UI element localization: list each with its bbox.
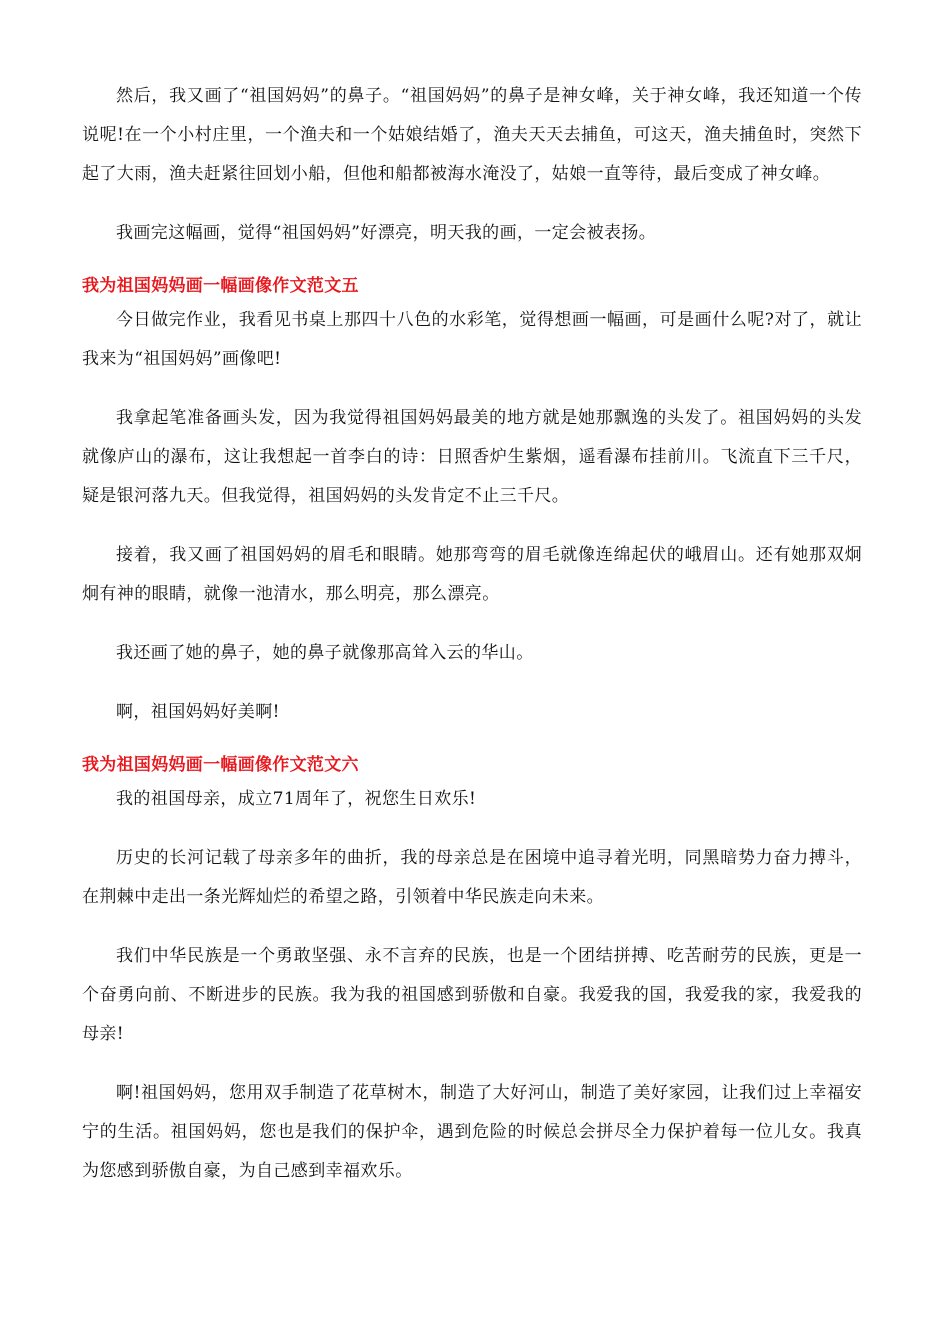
paragraph: 我的祖国母亲，成立71周年了，祝您生日欢乐! <box>116 789 477 809</box>
section-essay-five <box>82 273 862 732</box>
paragraph: 然后，我又画了“祖国妈妈”的鼻子。“祖国妈妈”的鼻子是神女峰，关于神女峰，我还知道一个传说呢!在一个小村庄里，一个渔夫和一个姑娘结婚了，渔夫天天去捕鱼，可这天，渔夫捕鱼时，突然下起了大雨，渔夫赶紧往回划小船，但他和船都被海水淹没了，姑娘一直等待，最后变成了神女峰。 <box>82 86 862 184</box>
paragraph: 历史的长河记载了母亲多年的曲折，我的母亲总是在困境中追寻着光明，同黑暗势力奋力搏斗，在荆棘中走出一条光辉灿烂的希望之路，引领着中华民族走向未来。 <box>82 848 862 907</box>
document-body <box>82 77 862 1211</box>
paragraph: 我们中华民族是一个勇敢坚强、永不言弃的民族，也是一个团结拼搏、吃苦耐劳的民族，更是一个奋勇向前、不断进步的民族。我为我的祖国感到骄傲和自豪。我爱我的国，我爱我的家，我爱我的母亲! <box>82 946 862 1044</box>
section-essay-six <box>82 752 862 1191</box>
paragraph: 我画完这幅画，觉得“祖国妈妈”好漂亮，明天我的画，一定会被表扬。 <box>116 223 657 243</box>
paragraph: 啊!祖国妈妈，您用双手制造了花草树木，制造了大好河山，制造了美好家园，让我们过上幸福安宁的生活。祖国妈妈，您也是我们的保护伞，遇到危险的时候总会拼尽全力保护着每一位儿女。我真为您感到骄傲自豪，为自己感到幸福欢乐。 <box>82 1083 862 1181</box>
paragraph: 我还画了她的鼻子，她的鼻子就像那高耸入云的华山。 <box>116 643 534 663</box>
paragraph: 我拿起笔准备画头发，因为我觉得祖国妈妈最美的地方就是她那飘逸的头发了。祖国妈妈的头发就像庐山的瀑布，这让我想起一首李白的诗：日照香炉生紫烟，遥看瀑布挂前川。飞流直下三千尺，疑是银河落九天。但我觉得，祖国妈妈的头发肯定不止三千尺。 <box>82 408 862 506</box>
section-continuation <box>82 77 862 253</box>
section-heading: 我为祖国妈妈画一幅画像作文范文六 <box>82 755 359 775</box>
paragraph: 啊，祖国妈妈好美啊! <box>116 702 280 722</box>
paragraph: 接着，我又画了祖国妈妈的眉毛和眼睛。她那弯弯的眉毛就像连绵起伏的峨眉山。还有她那双炯炯有神的眼睛，就像一池清水，那么明亮，那么漂亮。 <box>82 545 862 604</box>
paragraph: 今日做完作业，我看见书桌上那四十八色的水彩笔，觉得想画一幅画，可是画什么呢?对了，就让我来为“祖国妈妈”画像吧! <box>82 310 862 369</box>
section-heading: 我为祖国妈妈画一幅画像作文范文五 <box>82 276 359 296</box>
